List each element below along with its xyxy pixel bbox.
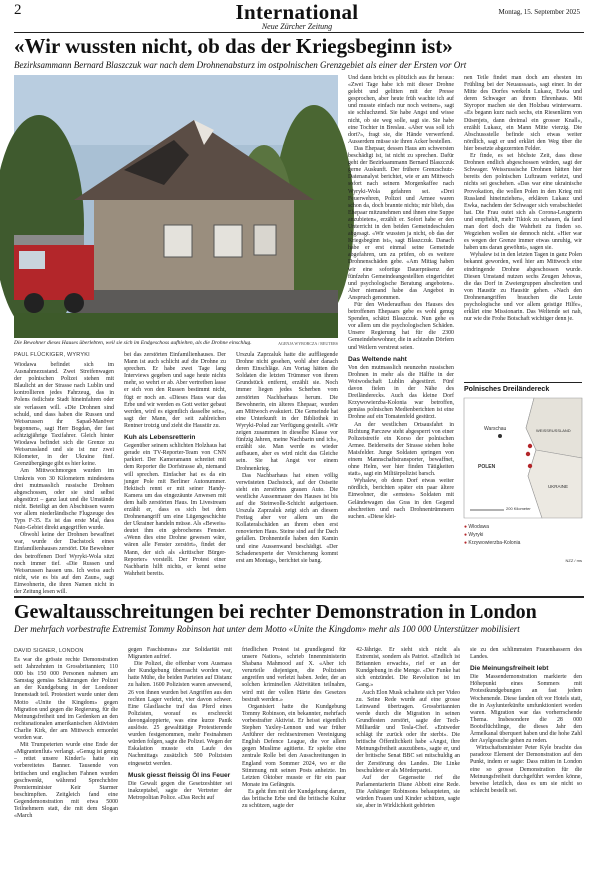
map-graphic — [464, 398, 582, 518]
map-title: Polnisches Dreiländereck — [464, 386, 550, 393]
article2-column-1 — [14, 657, 118, 869]
article1-column-3 — [236, 352, 338, 590]
map-legend-item — [464, 540, 520, 546]
map-top-rule — [464, 382, 582, 383]
article2-byline: DAVID SIGNER, LONDON — [14, 648, 84, 654]
legend-label: Wyryki — [468, 532, 484, 538]
article1-byline: PAUL FLÜCKIGER, WYRYKI — [14, 352, 90, 358]
house-photo-illustration — [14, 75, 338, 338]
legend-dot-icon: ● — [464, 524, 468, 530]
photo-caption — [14, 340, 338, 347]
subheading: Musk giesst fleissig Öl ins Feuer — [128, 771, 231, 779]
map-label-ukraine: UKRAINE — [548, 484, 569, 489]
section-title: International — [235, 0, 359, 24]
map — [464, 398, 582, 566]
paragraph: Und dann bricht es plötzlich aus ihr heraus: «Zwei Tage habe ich mit dieser Drohne gelebt und gelitten mit der Presse gesprochen, aber heute früh wachte ich auf und musste einfach nur noch weinen», sagt sie schluchzend. Sie habe Angst und wisse nicht, ob sie weg solle, sagt sie. Sie habe eine Tochter in Breslau. «Aber was soll ich dort?», fragt sie, die Hände verwerfend. Ausserdem müsse sie ihren Acker bestellen. — [348, 75, 454, 145]
article2-column-5 — [470, 647, 582, 869]
paragraph: Wyhalew ist in den letzten Tagen in ganz Polen bekannt geworden, weil hier am Mittwoch eine eindringende Drohne abgeschossen wurde. Diesen Umstand nutzen sechs Zeugen Jehovas, die das Dorf in Zweiergruppen abschreiten und von Haustür zu Haustür gehen. «Nach den Drohnenangriffen brauchen die Leute psychologische und vor allem geistige Hilfe», erklärt eine Missionarin. Das Weltende sei nah, nur wie die Frohe Botschaft wichtiger denn je. — [464, 252, 582, 323]
map-legend-item — [464, 524, 489, 530]
article1-column-1 — [14, 362, 114, 595]
article2-column-4 — [356, 647, 460, 869]
article1-photo — [14, 75, 338, 338]
map-label-polen: POLEN — [478, 464, 496, 470]
article2-dek: Der mehrfach vorbestrafte Extremist Tommy Robinson hat unter dem Motto «Unite the Kingdom» mehr als 100 000 Unterstützer mobilisiert — [14, 624, 520, 634]
subheading: Kuh als Lebensretterin — [124, 434, 196, 442]
paragraph: Es war die grösste rechte Demonstration seit Jahrzehnten in Grossbritannien; 110 000 bis 150 000 Personen nahmen am Samstag gemäss Schätzungen der Polizei an der Kundgebung in der Londoner Innenstadt teil. Protestiert wurde unter dem Motto «Unite the Kingdom» gegen Migration und gegen die Regierung, für die Meinungsfreiheit und im Gedenken an den rechtsnationalen amerikanischen Aktivisten Charlie Kirk, der am Mittwoch ermordet worden war. — [14, 657, 118, 742]
article-divider — [14, 596, 584, 598]
paragraph: bei das zerstörten Einfamilienhauses. Der Mann ist auch schlicht auf die Drohne zu sprechen. Er habe zwei Tage lang Interviews gegeben und sage heute nichts mehr, so wehrt er ab. Aber vertreiben lasse er sich von den Russen bestimmt nicht, fügt er noch an. «Dieses Haus war das Erbe und wir werden es Gott weiter gebaut werden, wird es eigentlich dasselbe sein», sagt der Mann, der seit zahlreichen Rentner trotzig und zieht die Haustür zu. — [124, 352, 226, 429]
map-legend-item — [464, 532, 483, 538]
paragraph: Die Gewalt gegen die Gesetzeshüter sei inakzeptabel, sagte der Vertreter der Metropolitan Police. «Das Recht auf — [128, 780, 232, 801]
paragraph: sie zu den schlimmsten Frauenhassern des Landes. — [470, 647, 582, 661]
paragraph: Wiodawa befindet sich im Ausnahmezustand. Zwei Streifenwagen der polnischen Polizei stehen mit Blaulicht an der Strasse nach Lublin und kontrollieren jedes Fahrzeug, das in Polens östlichste Stadt hineinfahren oder sie verlassen will. «Die Drohnen sind schuld, und dass haben die Russen und Weissrussen ihr Sapad-Manöver begonnen», sagt Herr Bogdan, der fast achtzigjährige Taxifahrer. Gleich hinter Wiodawa befindet sich die Grenze zu Weissrussland und sie ist nur zwei Kilometer, in der Ukraine fünf. Grenzübergänge gibt es hier keine. — [14, 362, 114, 468]
paragraph: Organisiert hatte die Kundgebung Tommy Robinson, ein bekannter, mehrfach vorbestrafter Aktivist. Er heisst eigentlich Stephen Yaxley-Lennon und war früher Anführer der rechtsextremen Vereinigung English Defence League, die vor allem gegen Muslime agitierte. Er spielte eine zentrale Rolle bei den Ausschreitungen in England vom Sommer 2024, wo er die Stimmung mit seinen Posts anheizte. Im Letzten Oktober musste er für ein paar Monate ins Gefängnis. — [242, 703, 346, 788]
article1-dek: Bezirksammann Bernard Blaszczuk war nach dem Drohnenabsturz im ostpolnischen Grenzgebiet als einer der Ersten vor Ort — [14, 60, 467, 70]
article2-column-2 — [128, 647, 232, 869]
article1-column-4 — [348, 75, 454, 590]
map-label-warschau: Warschau — [484, 426, 507, 432]
article2-headline: Gewaltausschreitungen bei rechter Demonstration in London — [14, 601, 537, 623]
paragraph: Wirtschaftsminister Peter Kyle brachte das paradoxe Element der Demonstration auf den Punkt, indem er sagte: Dass mitten in London eine so grosse Demonstration für die Meinungsfreiheit durchgeführt werden könne, beweise letztlich, dass es um sie nicht so schlecht bestellt sei. — [470, 745, 582, 794]
paragraph: Urszula Zaprzaluk hatte die auffliegende Drohne nicht gesehen, wohl aber danach deren Einschläge. Am Vortag hätten die Soldaten die letzten Trümmer von ihrem Grundstück entfernt, erzählt sie. Noch immer liegen jedes Scherben vom zerstörten Nachbarhaus herum. Die Bewohnerin, ein älteres Ehepaar, wurden am Mittwoch evakuiert. Die Gemeinde hat eine Unterkunft in der Bibliothek in Wyryki-Polud zur Verfügung gestellt. «Wir zeigen zusammen in dieselbe Klasse vor fünfzig Jahren, meine Nachbarin und ich», erzählt sie. Man werde es wieder aufbauen, aber es wird nicht das Gleiche sein. Sie hat Angst vor einem Drohnenkrieg. — [236, 352, 338, 472]
paragraph: Für den Wiederaufbau des Hauses des betroffenen Ehepaars gebe es wohl genug Spenden, schätzt Blaszczuk. Nun gehe es vor allem um die psychologischen Schäden. Unsere Regierung hat für die 2300 Gemeindebewohner, die in achtzehn Dörfern und Weilern verstreut seien. — [348, 302, 454, 351]
subheading: Die Meinungsfreiheit lebt — [470, 665, 549, 673]
paragraph: Obwohl keine der Drohnen bewaffnet war, wurde der Dachstock eines Einfamilienhauses zerstört. Die Bewohner des betroffenen Dorf Wyryki-Wola sitzt noch immer tief. «Die Russen und Weissrussen hassen uns. Ich weiss auch nicht, wie es bis auf den Zaun», sagt Einwohnerin, die ihren Namen nicht in der Zeitung lesen will. — [14, 532, 114, 595]
issue-date: Montag, 15. September 2025 — [498, 8, 580, 16]
paragraph: Auch Elon Musk schaltete sich per Video zu. Seine Rede wurde auf eine grosse Leinwand übertragen. Grossbritannien werde durch die Migration in seinen Grundfesten zerstört, sagte der Tech-Milliardär und Tesla-Chef. «Entweder schlägt ihr zurück oder ihr sterbt». Die britische Öffentlichkeit habe «Angst, ihre Meinungsfreiheit auszuüben», sagte er, und der britische Senat BBC sei mitschuldig an der Zerstörung des Landes. Die Linke beschuldete er als Mörderpartei. — [356, 689, 460, 774]
legend-dot-icon: ● — [464, 540, 468, 546]
paragraph: 42-Jährige. Er sieht sich nicht als Extremist, sondern als Patriot. «Endlich ist Britannien erwacht», rief er an der Kundgebung in die Menge. «Der Funke hat sich entzündet. Die Revolution ist im Gang.» — [356, 647, 460, 689]
paragraph: Das Nachbarhaus hat einen völlig verwüsteten Dachstock, auf der Ostseite sieht ein zerstörtes grauen Auto. Die westliche Aussenmauer des Hauses ist bis auf die Steinwolle-Schicht aufgerissen. Urszula Zaprzaluk zeigt sich an diesem Freitag aber vor allem um die Kollateralschäden an ihrem eben erst renovierten Haus. Steine sind auf ihr Dach gefallen. Drohnenteile haben den Kamin und eine Aussenwand beschädigt. «Der Schadenexperte der Versicherung kommt erst am Montag», berichtet sie bang. — [236, 472, 338, 564]
photo-credit: AGENJA WYBORCZA / REUTERS — [278, 341, 338, 346]
legend-dot-icon: ● — [464, 532, 468, 538]
paragraph: nen Teile findet man doch am ehesten im Frühling bei der Neuaussaat», sagt einer. In der Mitte des Dorfes werkeln Lukasz, Ewka und deren Schwager an ihrem Ehrenhaus. Mit Styropor machen sie den Holzbau winterwarm. «Es begann kurz nach sechs, ein Riesenlärm von Düsenjets, dann dreimal ein grosser Knall», erzählt Lukasz, ein Mann Mitte vierzig. Die Abschussstelle befinde sich etwas weiter nördlich, sagt er und erklärt den Weg über die hier besetzte abgezernten Felder. — [464, 75, 582, 152]
caption-text: Die Bewohner dieses Hauses überlebten, weil sie sich im Endgeschoss aufhielten, als die Drohne einschlug. — [14, 340, 252, 346]
article1-headline: «Wir wussten nicht, ob das der Kriegsbeginn ist» — [14, 34, 453, 58]
paragraph: Wyhalew, ob denn Dorf etwas weiter nördlich, berichten später ein paar ältere Einwohner, die «ernstes» Soldaten mit Geländewagen das Gras in den Gegend abschreiten und nach Drohnentrümmern suchen. «Diese klei- — [348, 478, 454, 520]
map-source: NZZ / ms — [565, 558, 582, 563]
article1-column-5 — [464, 75, 582, 377]
paragraph: Auf der Gegenseite rief die Parlamentarierin Diane Abbott eine Rede. Die Anhänger Robinsons behaupteten, sie würden Frauen und Kinder schützen, sagte sie, aber in Wirklichkeit gehörten — [356, 774, 460, 810]
legend-label: Krzywowierzba-Kolonia — [468, 540, 521, 546]
legend-label: Wlodawa — [468, 524, 489, 530]
paragraph: Die Polizei, die offenbar vom Ausmass der Kundgebung überrascht worden war, hatte Mühe, die beiden Parteien auf Distanz zu halten. 1600 Polizisten waren anwesend, 26 von ihnen wurden bei Angriffen aus den rechten Lager verletzt, vier davon schwer. Eine Glasflasche traf das Pferd eines Polizisten, worauf es erschreckt davongaloppierte, was eine kurze Panik auslöste. 25 gewalttätige Protestierende wurden festgenommen, mehr Festnahmen würden folgen, sagte die Polizei. Wegen der Eskalation musste ein Laufe des Nachmittags zusätzlich 500 Polizisten eingesetzt werden. — [128, 661, 232, 767]
paragraph: Am Mittwochmorgen wurden im Umkreis von 30 Kilometern mindestens drei mutmasslich russische Drohnen abgeschossen, oder sie sind selbst abgestürzt – ganz laut und die Umstände nicht. Beteiligt an den Abschüssen waren vor allem niederländische Flugzeuge des Typs F-35. Es ist das erste Mal, dass Nato-Gebiet direkt angegriffen wurde. — [14, 468, 114, 532]
paragraph: friedlichen Protest ist grundlegend für unsere Nation», schrieb Innenministerin Shabana Mahmood auf X. «Aber ich verurteile diejenigen, die Polizisten angreifen und verletzt haben. Jeder, der an solchen kriminellen Aktivitäten teilnahm, wird mit der vollen Härte des Gesetzes bestraft werden.» — [242, 647, 346, 703]
paragraph: Gegenüber seinem schlichten Holzhaus hat gerade ein TV-Reporter-Team von CNN parkiert. Der Kameramann schreitet mit dem Reporter die Dorfstrasse ab, niemand will sprechen. Einfacher hat es da ein junger Pole mit Berliner Autonummer. Hektisch rennt er mit seiner Handy-Kamera um das eingezäunte Anwesen mit dem halb zerstörten Haus. Im Livestream erzählt er, dass es sich bei dem Drohnenangriff um eine Lügengeschichte der Ukrainer handeln müsse. Als «Beweis» deutet ihm ein gebrochenes Fenster. «Wenn dies eine Drohne gewesen wäre, wären alle Fenster zerstört», findet der Mann, der sich als «kritischer Bürger-Reporter» vorstellt. Der Protest einer Nachbarin hilft nichts, er kennt seine Wahrheit bereits. — [124, 443, 226, 577]
article2-column-3 — [242, 647, 346, 869]
newspaper-name: Neue Zürcher Zeitung — [261, 22, 333, 31]
paragraph: Er finde, es sei höchste Zeit, dass diese Drohnen endlich abgeschossen würden, sagt der Schwager. Weissrussische Drohnen hätten hier bereits den polnischen Luftraum verletzt, und nichts sei geschehen. «Das war eine ukrainische Provokation, die wollen Polen in den Krieg mit Russland hineinziehen», erklären Lukasz und Ewka, nachdem der Schwager sich verabschiedet hat. Die Frau outet sich als Corona-Leugnerin und empfiehlt, mehr Tiktok zu schauen, da fand man dort doch die Wahrheit zu finden so. Wegziehen wollen sie dennoch nicht. «Hier war es wegen der Grenze immer etwas unruhig, wir haben uns daran gewöhnt», sagen sie. — [464, 153, 582, 252]
paragraph: Mit Trumpeterten wurde eine Ende der «Migrantenflut» verlangt. «Genug ist genug – rettet unsere Kinder!» hatte ein vorbereitetes Banner. Tausende von britischen und englischen Fahnen wurden geschwenkt, während Sprechchöre Premierminister Keir Starmer beschimpften. Zeitgleich fand eine Gegendemonstration mit etwa 5000 Teilnehmern statt, die mit dem Slogan «March — [14, 742, 118, 820]
article1-column-2 — [124, 352, 226, 590]
paragraph: An der westlichen Ortsausfahrt in Richtung Parczew steht abgesperrt von einer Polizeistreife ein Korso der polnischen Armee. Beiderseits der Strasse stehen hohe Maisfelder. Junge Soldaten springen von einem Mannschaftstransporter, bewaffnet, ohne Helm, wer hier finden Tätigkeiten statt», sagt ein Militärpolizist barsch. — [348, 421, 454, 478]
paragraph: gegen Faschismus» zur Solidarität mit Migranten aufrief. — [128, 647, 232, 661]
paragraph: Das Ehepaar, dessen Haus am schwersten beschädigt ist, ist nicht zu sprechen. Dafür geht der Bezirksammann Bernard Blaszczuk gerne Auskunft. Der frühere Grenzschutz-Datenanalyst berichtet, wie er am Mittwoch sofort nach seinem Morgenkaffee nach Wyryki-Wola gefahren sei. «Drei Feuerwehren, Polizei und Armee waren schon da, doch brannte nichts; mir blieb, das Ehepaar mitzunehmen und ihnen eine Suppe anzubieten», erzählt er. Sofort habe er den Unterricht in den beiden Gemeindeschulen abgesagt. «Wir wussten ja nicht, ob das der Kriegsbeginn ist», sagt Blaszczuk. Danach habe er erst einmal seine Gemeinde abgefahren, um zu prüfen, ob es weitere Drohnenschäden gebe. «Am Mittag haben wir eine sofortige Dauerpräsenz der fünfzehn Gemeindeangestellten eingerichtet und psychologische Beratung angeboten». Aber niemand habe das Angebot in Anspruch genommen. — [348, 145, 454, 301]
paragraph: Die Massendemonstration markierte den Höhepunkt eines Sommers mit Protestkundgebungen an fast jedem Wochenende. Diese fanden oft vor Hotels statt, die in Asylunterkünfte umfunktioniert worden waren. Migration war das vorherrschende Thema. Insbesondere die 28 000 Bootsflüchtlinge, die dieses Jahr den Ärmelkanal überquert haben und die hohe Zahl der Asylgesuche gehen zu reden. — [470, 674, 582, 745]
map-scale-label: 200 Kilometer — [506, 506, 531, 511]
page-number: 2 — [14, 2, 22, 18]
paragraph: Von den mutmasslich neunzehn russischen Drohnen in mehr als die Hälfte in der Woiwodschaft Lublin abgestürzt. Fünf davon fielen in der Nähe des Dreiländerecks. Auch das kleine Dorf Krzywowierzba-Kolonia war betroffen, gemäss polnischen Medienberichten ist eine Drohne auf ein Tomatenfeld gestürzt. — [348, 364, 454, 421]
subheading: Das Weltende naht — [348, 355, 407, 363]
masthead-rule — [14, 32, 584, 33]
map-label-weissrussland: WEISSRUSSLAND — [536, 428, 571, 433]
paragraph: Es geht ihm mit der Kundgebung darum, das britische Erbe und die britische Kultur zu schützen, sagte der — [242, 788, 346, 810]
